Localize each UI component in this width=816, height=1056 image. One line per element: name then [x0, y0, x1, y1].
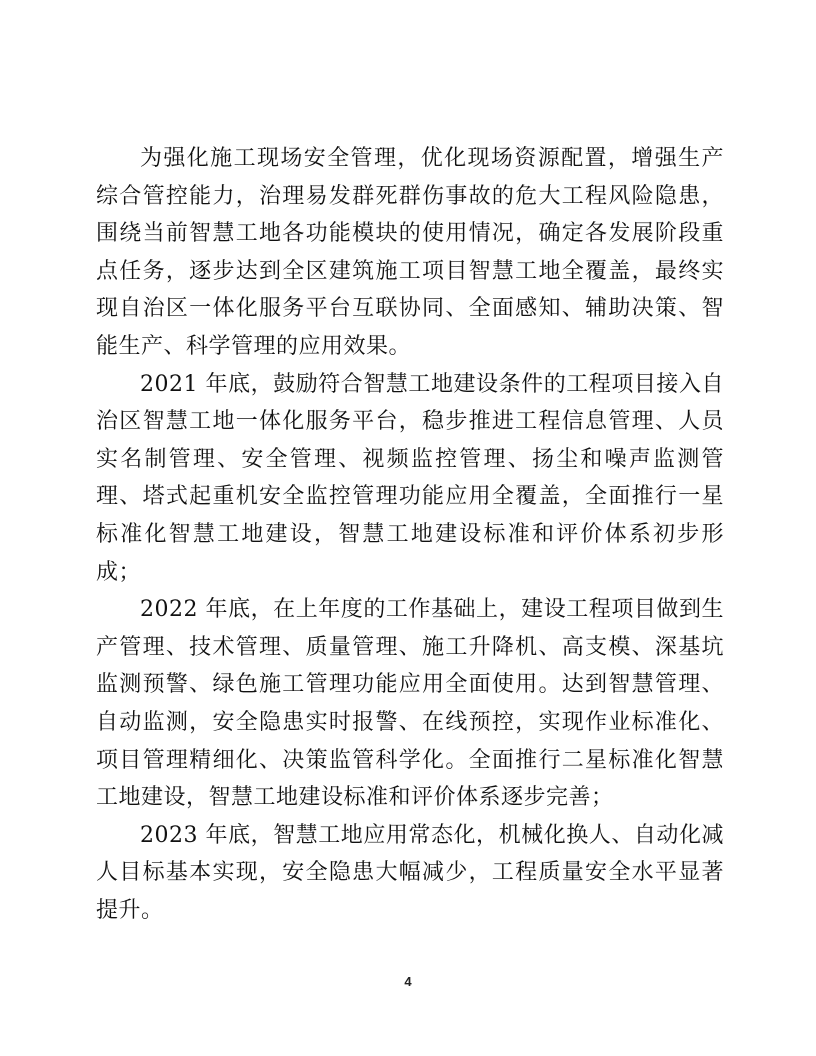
page-number: 4: [404, 974, 412, 989]
paragraph-intro: 为强化施工现场安全管理，优化现场资源配置，增强生产综合管控能力，治理易发群死群伤事故的危大工程风险隐患，围绕当前智慧工地各功能模块的使用情况，确定各发展阶段重点任务，逐步达到全区建筑施工项目智慧工地全覆盖，最终实现自治区一体化服务平台互联协同、全面感知、辅助决策、智能生产、科学管理的应用效果。: [96, 146, 724, 359]
paragraph-2021: 2021 年底，鼓励符合智慧工地建设条件的工程项目接入自治区智慧工地一体化服务平台，稳步推进工程信息管理、人员实名制管理、安全管理、视频监控管理、扬尘和噪声监测管理、塔式起重机安全监控管理功能应用全覆盖，全面推行一星标准化智慧工地建设，智慧工地建设标准和评价体系初步形成；: [96, 371, 724, 585]
body-text: [96, 140, 724, 929]
paragraph-2023: 2023 年底，智慧工地应用常态化，机械化换人、自动化减人目标基本实现，安全隐患大幅减少，工程质量安全水平显著提升。: [96, 822, 724, 923]
paragraph-2022: 2022 年底，在上年度的工作基础上，建设工程项目做到生产管理、技术管理、质量管理、施工升降机、高支模、深基坑监测预警、绿色施工管理功能应用全面使用。达到智慧管理、自动监测，安全隐患实时报警、在线预控，实现作业标准化、项目管理精细化、决策监管科学化。全面推行二星标准化智慧工地建设，智慧工地建设标准和评价体系逐步完善；: [96, 597, 724, 811]
